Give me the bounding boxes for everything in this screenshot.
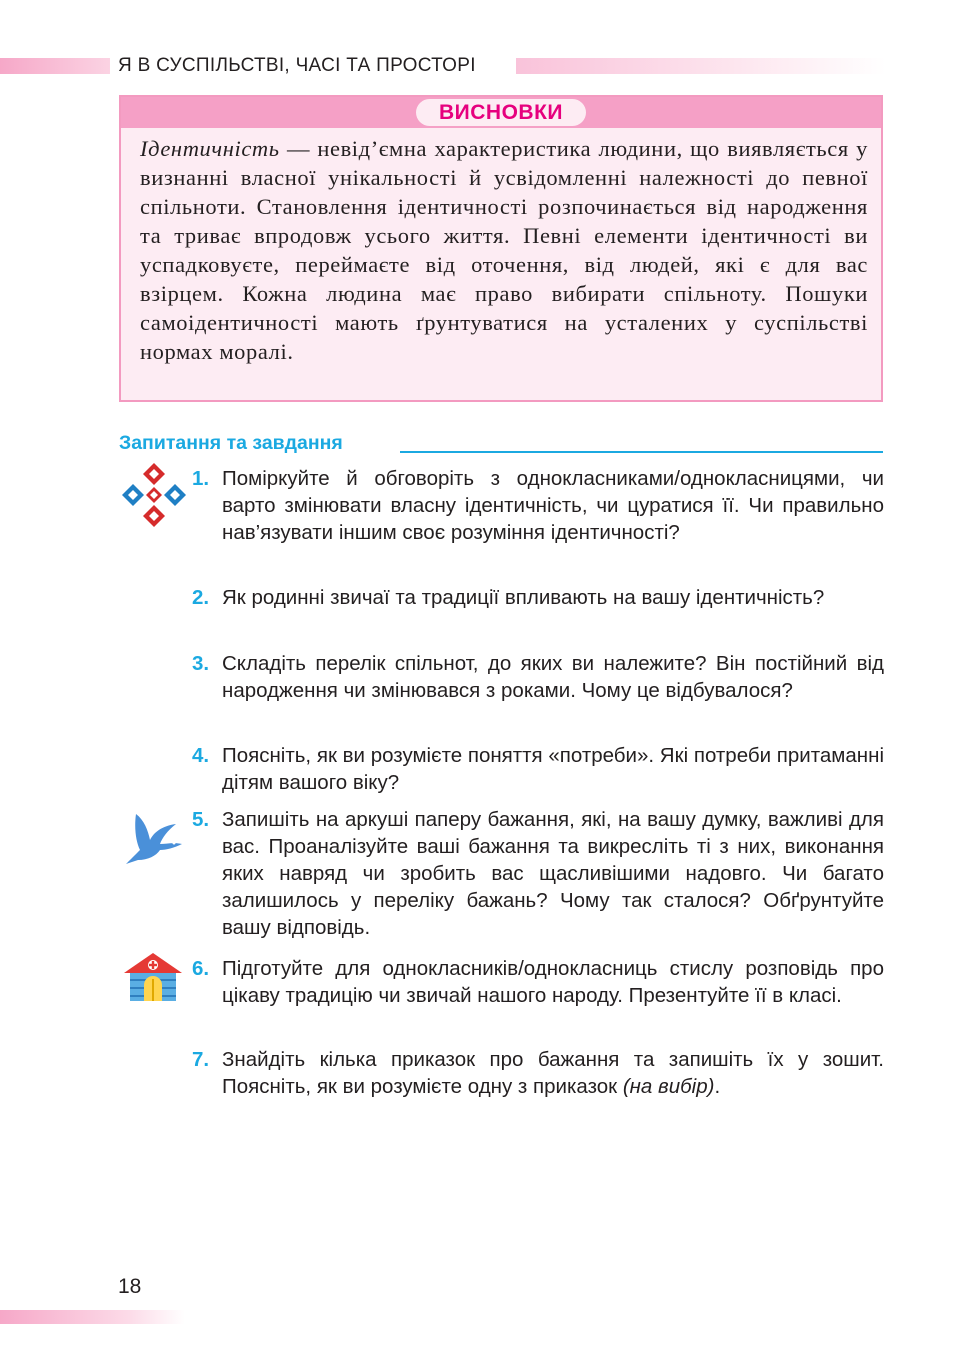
running-head: Я В СУСПІЛЬСТВІ, ЧАСІ ТА ПРОСТОРІ bbox=[118, 55, 476, 76]
task-text: Поясніть, як ви розумієте поняття «потреби». Які потреби притаманні дітям вашого віку? bbox=[222, 744, 884, 794]
task-text: Знайдіть кілька приказок про бажання та запишіть їх у зошит. Поясніть, як ви розумієте одну з приказок bbox=[222, 1048, 884, 1098]
task-item-7 bbox=[192, 1046, 884, 1100]
task-text: Поміркуйте й обговоріть з однокласниками/однокласницями, чи варто змінювати власну ідентичність, чи цуратися її. Чи правильно нав’язувати іншим своє розуміння ідентичності? bbox=[222, 467, 884, 544]
task-number: 4. bbox=[192, 744, 210, 767]
conclusions-text bbox=[140, 134, 868, 366]
conclusions-body: — невід’ємна характеристика людини, що виявляється у визнанні власної унікальності й усвідомленні належності до певної спільноти. Становлення ідентичності розпочинається від народження та триває впродовж усього життя. Певні елементи ідентичності ви успадковуєте, переймаєте від оточення, від людей, які є для вас взірцем. Кожна людина має право вибирати спільноту. Пошуки самоідентичності мають ґрунтуватися на усталених у суспільстві нормах моралі. bbox=[140, 136, 868, 364]
task-text-end: . bbox=[714, 1075, 721, 1098]
task-text: Складіть перелік спільнот, до яких ви належите? Він постійний від народження чи змінювався з роками. Чому це відбувалося? bbox=[222, 652, 884, 702]
ornament-discussion-icon bbox=[120, 461, 188, 529]
house-icon bbox=[122, 951, 184, 1003]
conclusions-title: ВИСНОВКИ bbox=[416, 99, 586, 126]
task-text: Запишіть на аркуші паперу бажання, які, на вашу думку, важливі для вас. Проаналізуйте ваші бажання та викресліть ті з них, виконання яких навряд чи зробить вас щасливішими надовго. Чи багато залишилось у переліку бажань? Чому так сталося? Обґрунтуйте вашу відповідь. bbox=[222, 808, 884, 939]
task-item-3 bbox=[192, 650, 884, 704]
header-decor-right bbox=[516, 58, 886, 74]
task-number: 3. bbox=[192, 652, 210, 675]
footer-decor bbox=[0, 1310, 185, 1324]
task-number: 6. bbox=[192, 957, 210, 980]
task-text-italic: (на вибір) bbox=[622, 1075, 715, 1098]
task-text: Підготуйте для однокласників/однокласниць стислу розповідь про цікаву традицію чи звичай нашого народу. Презентуйте її в класі. bbox=[222, 957, 884, 1007]
conclusions-box bbox=[119, 95, 883, 402]
task-item-1 bbox=[192, 465, 884, 546]
questions-heading-rule bbox=[400, 451, 883, 453]
task-item-5 bbox=[192, 806, 884, 941]
header-decor-left bbox=[0, 58, 110, 74]
dove-icon bbox=[122, 810, 184, 866]
task-item-4 bbox=[192, 742, 884, 796]
task-item-2 bbox=[192, 584, 884, 611]
task-number: 1. bbox=[192, 467, 210, 490]
task-item-6 bbox=[192, 955, 884, 1009]
questions-heading: Запитання та завдання bbox=[119, 432, 343, 454]
page-number: 18 bbox=[118, 1275, 142, 1298]
task-number: 2. bbox=[192, 586, 210, 609]
task-number: 5. bbox=[192, 808, 210, 831]
conclusions-lead-term: Ідентичність bbox=[140, 136, 280, 161]
task-text: Як родинні звичаї та традиції впливають на вашу ідентичність? bbox=[222, 586, 825, 609]
task-number: 7. bbox=[192, 1048, 210, 1071]
task-text-container bbox=[222, 1046, 884, 1100]
